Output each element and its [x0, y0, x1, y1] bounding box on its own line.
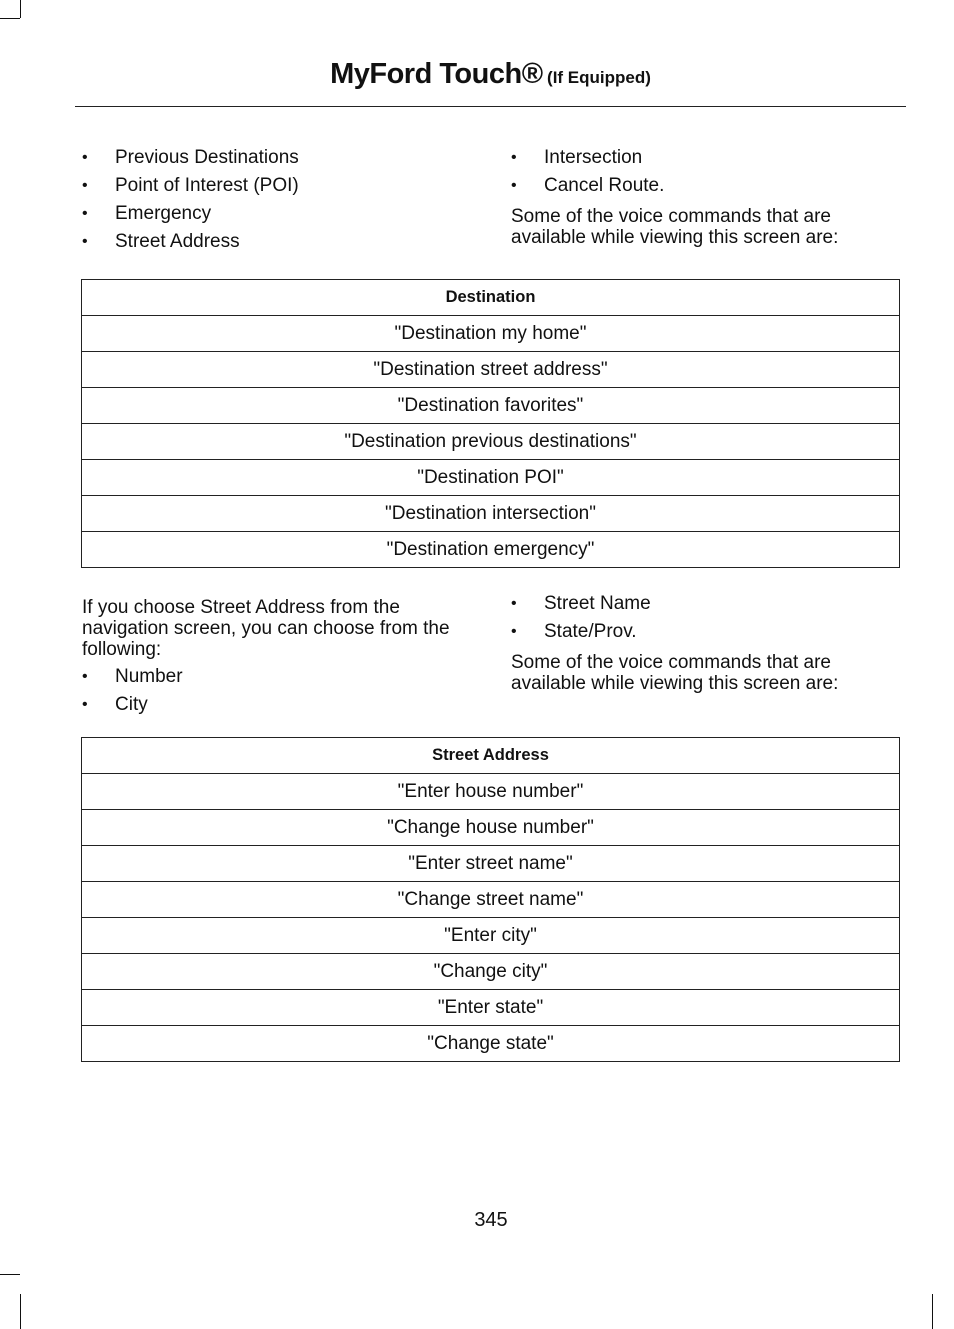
table-cell: "Destination previous destinations"	[82, 424, 900, 460]
page-number: 345	[474, 1209, 508, 1231]
table-row	[82, 352, 900, 388]
list-item-text: Emergency	[115, 203, 212, 224]
section2-left-list	[82, 663, 482, 719]
table-cell: "Destination intersection"	[82, 496, 900, 532]
section2-right-list	[511, 590, 901, 646]
list-item-text: Previous Destinations	[115, 147, 299, 168]
table-row	[82, 496, 900, 532]
section2-right-column	[511, 590, 901, 694]
page-header	[75, 58, 906, 91]
table-cell: "Enter house number"	[82, 774, 900, 810]
list-item: • Emergency	[82, 203, 212, 224]
table-row	[82, 774, 900, 810]
list-item: • Number	[82, 666, 183, 687]
table-row	[82, 846, 900, 882]
list-item-text: Cancel Route.	[544, 175, 665, 196]
section2-left-column	[82, 597, 482, 719]
table-cell: "Enter street name"	[82, 846, 900, 882]
table-row	[82, 810, 900, 846]
list-item-text: State/Prov.	[544, 621, 637, 642]
section1-left-list	[82, 144, 482, 256]
table-cell: "Change city"	[82, 954, 900, 990]
table-row	[82, 954, 900, 990]
list-item-text: Point of Interest (POI)	[115, 175, 299, 196]
table-cell: "Destination favorites"	[82, 388, 900, 424]
section1-right-list	[511, 144, 901, 200]
list-item: • Street Name	[511, 593, 651, 614]
table-row	[82, 316, 900, 352]
table-cell: "Enter state"	[82, 990, 900, 1026]
list-item: • Intersection	[511, 147, 643, 168]
crop-mark	[0, 18, 20, 19]
table-row	[82, 532, 900, 568]
table-row	[82, 1026, 900, 1062]
list-item: • State/Prov.	[511, 621, 637, 642]
crop-mark	[20, 0, 21, 18]
list-item-text: City	[115, 694, 148, 715]
list-item-text: Intersection	[544, 147, 643, 168]
table-cell: "Destination my home"	[82, 316, 900, 352]
table-header: Destination	[82, 280, 900, 316]
table-cell: "Enter city"	[82, 918, 900, 954]
table-cell: "Change house number"	[82, 810, 900, 846]
table-row	[82, 460, 900, 496]
table-cell: "Destination POI"	[82, 460, 900, 496]
page-title: MyFord Touch®	[330, 58, 543, 90]
list-item-text: Number	[115, 666, 183, 687]
crop-mark	[932, 1294, 933, 1329]
list-item: • City	[82, 694, 148, 715]
table-row	[82, 882, 900, 918]
section2-paragraph: If you choose Street Address from the navigation screen, you can choose from the following:	[82, 597, 450, 660]
table-cell: "Change street name"	[82, 882, 900, 918]
table-row	[82, 990, 900, 1026]
table-header: Street Address	[82, 738, 900, 774]
destination-table	[81, 279, 900, 568]
section2-right-paragraph: Some of the voice commands that are available while viewing this screen are:	[511, 652, 839, 694]
table-row	[82, 918, 900, 954]
section1-left-column	[82, 144, 482, 256]
header-rule	[75, 106, 906, 107]
list-item: • Previous Destinations	[82, 147, 299, 168]
table-row	[82, 424, 900, 460]
list-item: • Cancel Route.	[511, 175, 665, 196]
table-cell: "Change state"	[82, 1026, 900, 1062]
page-subtitle: (If Equipped)	[547, 68, 651, 87]
street-address-table	[81, 737, 900, 1062]
section1-right-column	[511, 144, 901, 248]
crop-mark	[0, 1274, 20, 1275]
table-cell: "Destination emergency"	[82, 532, 900, 568]
table-row	[82, 388, 900, 424]
crop-mark	[20, 1294, 21, 1329]
list-item-text: Street Address	[115, 231, 240, 252]
section1-paragraph: Some of the voice commands that are available while viewing this screen are:	[511, 206, 839, 248]
list-item: • Street Address	[82, 231, 240, 252]
list-item: • Point of Interest (POI)	[82, 175, 299, 196]
table-cell: "Destination street address"	[82, 352, 900, 388]
list-item-text: Street Name	[544, 593, 651, 614]
